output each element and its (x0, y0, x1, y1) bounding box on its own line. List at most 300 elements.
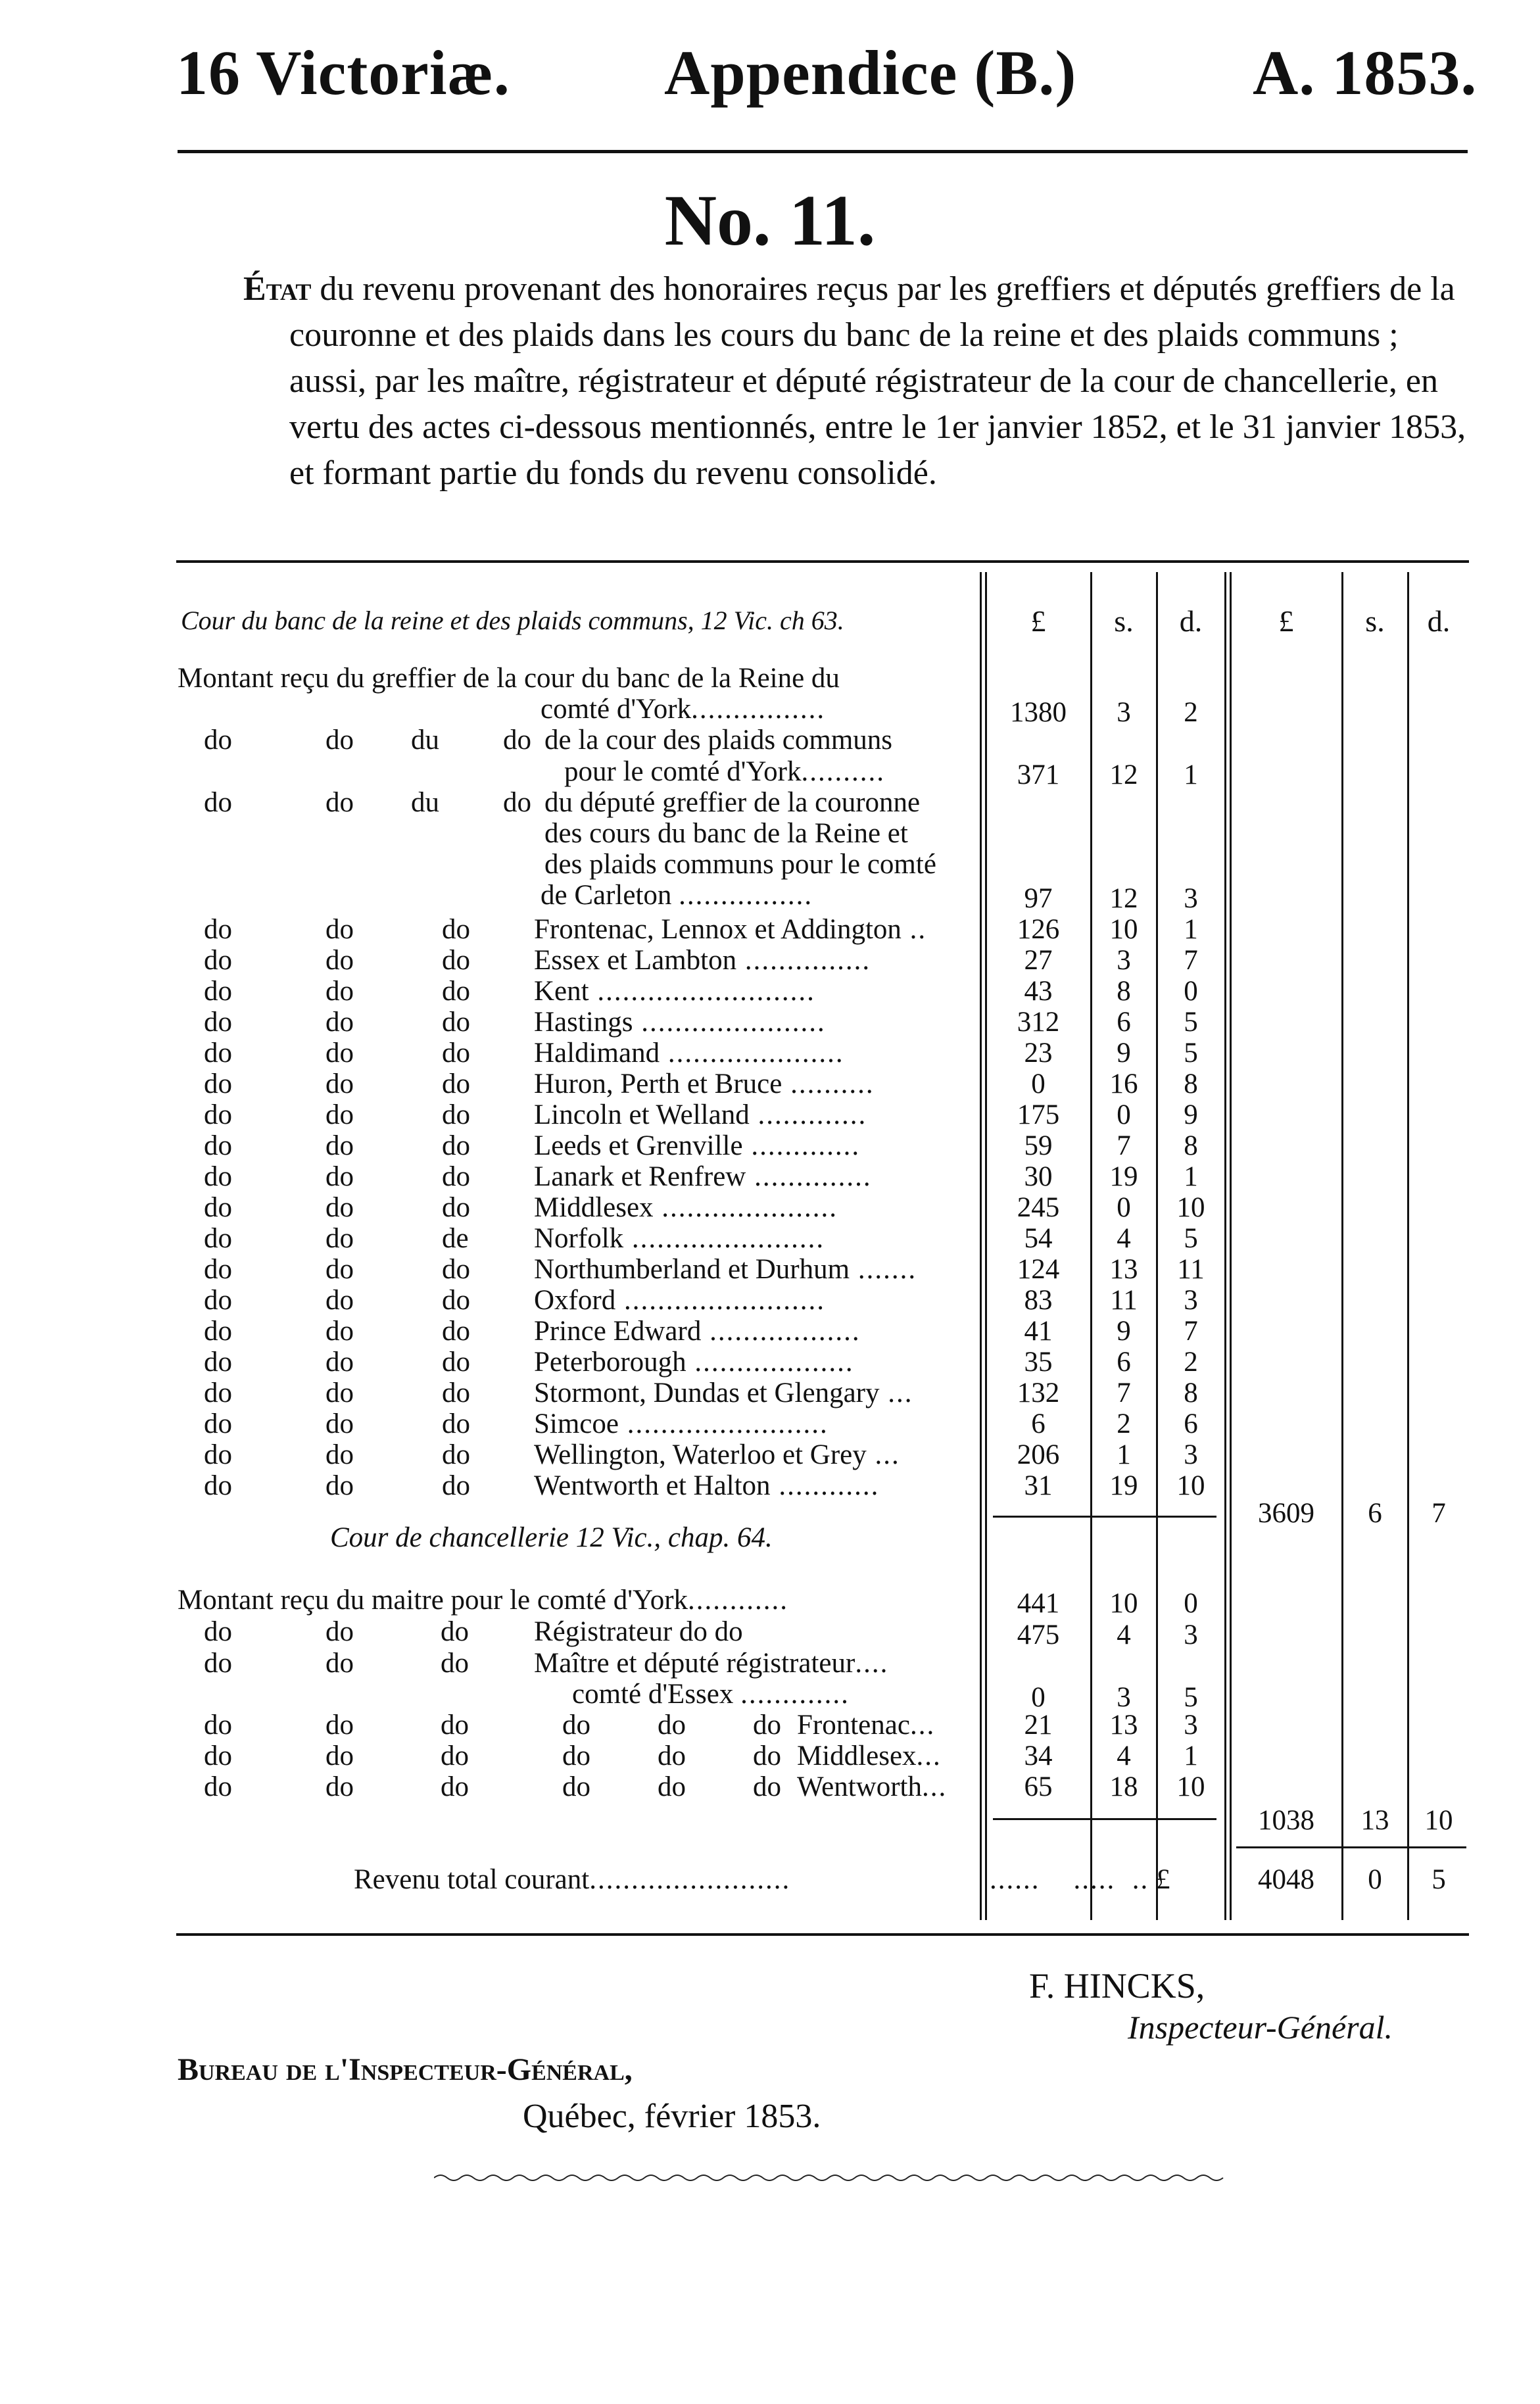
county-pounds: 30 (1024, 1161, 1053, 1192)
chancery-ditto-2: do (325, 1771, 354, 1802)
grand-total-shillings: 0 (1368, 1864, 1382, 1895)
county-name-row (534, 1408, 829, 1439)
section1-heading: Cour du banc de la reine et des plaids communs, 12 Vic. ch 63. (181, 606, 844, 635)
dot-leader: ........................ (618, 1408, 829, 1439)
col-header-pence-2: d. (1427, 604, 1451, 638)
chancery-ditto-2: do (325, 1710, 354, 1741)
entry3-line1: du député greffier de la couronne (544, 787, 921, 818)
entry2-name: pour le comté d'York (564, 756, 802, 787)
chancery-essex-line1: Maître et député régistrateur.... (534, 1648, 889, 1679)
county-ditto-1: do (204, 1223, 232, 1254)
county-ditto-3: do (442, 1254, 470, 1285)
county-ditto-2: do (325, 914, 354, 945)
entry3-name: de Carleton (541, 880, 672, 911)
dot-leader: ..................... (660, 1038, 844, 1069)
county-pence: 8 (1184, 1130, 1198, 1161)
county-ditto-2: do (325, 1192, 354, 1223)
county-pounds: 35 (1024, 1347, 1053, 1378)
county-name-row (534, 1470, 879, 1501)
county-shillings: 0 (1117, 1099, 1131, 1130)
county-shillings: 2 (1117, 1408, 1131, 1439)
county-name: Kent (534, 976, 589, 1007)
county-ditto-3: do (442, 1285, 470, 1316)
county-ditto-2: do (325, 1408, 354, 1439)
county-ditto-3: do (442, 976, 470, 1007)
chancery-county-name: Middlesex (797, 1741, 917, 1771)
county-ditto-3: do (442, 1069, 470, 1099)
dot-leader: ................... (686, 1347, 854, 1378)
dot-leader: .......................... (589, 976, 815, 1007)
county-name-row (534, 1378, 913, 1408)
entry3-prefix-1: do (204, 787, 232, 818)
county-pence: 2 (1184, 1347, 1198, 1378)
entry-york-name: comté d'York (541, 694, 692, 725)
chancery-pounds: 21 (1024, 1710, 1053, 1741)
chancery-pounds: 34 (1024, 1741, 1053, 1771)
county-pounds: 59 (1024, 1130, 1053, 1161)
county-ditto-3: do (442, 1378, 470, 1408)
section2-total-pence: 10 (1424, 1805, 1453, 1836)
dot-leader: ... (922, 1771, 948, 1802)
dot-leader: ... (866, 1439, 900, 1470)
county-shillings: 13 (1109, 1254, 1138, 1285)
county-pounds: 23 (1024, 1038, 1053, 1069)
county-pence: 8 (1184, 1378, 1198, 1408)
entry3-prefix-3: du (411, 787, 439, 818)
section1-total-pence: 7 (1432, 1498, 1446, 1529)
entry-york-line1: Montant reçu du greffier de la cour du banc de la Reine du (178, 663, 840, 694)
county-name: Essex et Lambton (534, 945, 737, 976)
county-ditto-1: do (204, 1192, 232, 1223)
county-ditto-1: do (204, 1285, 232, 1316)
chancery-essex-pence: 5 (1184, 1682, 1198, 1713)
county-ditto-2: do (325, 1130, 354, 1161)
entry2-prefix-4: do (503, 725, 531, 756)
col-divider-1 (980, 572, 982, 1920)
dot-leader: ............... (736, 945, 871, 976)
col-divider-6 (1407, 572, 1409, 1920)
county-shillings: 9 (1117, 1316, 1131, 1347)
entry3-prefix-4: do (503, 787, 531, 818)
county-ditto-2: do (325, 976, 354, 1007)
chancery-shillings: 4 (1117, 1741, 1131, 1771)
county-ditto-1: do (204, 1130, 232, 1161)
chancery-county-name: Wentworth (797, 1771, 922, 1802)
grand-total-row: Revenu total courant........................ (354, 1864, 791, 1895)
county-name: Leeds et Grenville (534, 1130, 743, 1161)
section1-total-shillings: 6 (1368, 1498, 1382, 1529)
intro-paragraph (243, 266, 1466, 496)
county-name-row (534, 914, 926, 945)
county-ditto-3: do (442, 1099, 470, 1130)
county-ditto-2: do (325, 1254, 354, 1285)
county-shillings: 3 (1117, 945, 1131, 976)
county-shillings: 19 (1109, 1161, 1138, 1192)
chancery-shillings: 18 (1109, 1771, 1138, 1802)
dot-leader: .............. (746, 1161, 872, 1192)
grand-total-pence: 5 (1432, 1864, 1446, 1895)
county-pence: 7 (1184, 945, 1198, 976)
chancery-ditto-5: do (658, 1710, 686, 1741)
county-ditto-3: do (442, 1161, 470, 1192)
county-ditto-1: do (204, 1347, 232, 1378)
intro-lead: État (243, 270, 312, 308)
chancery-reg-shillings: 4 (1117, 1620, 1131, 1650)
county-ditto-3: do (442, 1439, 470, 1470)
county-ditto-3: do (442, 1316, 470, 1347)
entry3-line3: des plaids communs pour le comté (544, 849, 936, 880)
county-name-row (534, 1192, 838, 1223)
entry-york-shillings: 3 (1117, 697, 1131, 728)
county-ditto-2: do (325, 1069, 354, 1099)
col-divider-5 (1341, 572, 1343, 1920)
county-ditto-2: do (325, 1285, 354, 1316)
county-pounds: 312 (1017, 1007, 1060, 1038)
dot-leader: ............. (749, 1099, 867, 1130)
chancery-ditto-3: do (441, 1710, 469, 1741)
chancery-reg-pence: 3 (1184, 1620, 1198, 1650)
entry2-pence: 1 (1184, 759, 1198, 790)
dot-leader: .. (901, 914, 927, 945)
chancery-pence: 10 (1176, 1771, 1205, 1802)
chancery-york-pounds: 441 (1017, 1588, 1060, 1619)
entry-york-pence: 2 (1184, 697, 1198, 728)
county-ditto-3: do (442, 945, 470, 976)
county-pence: 7 (1184, 1316, 1198, 1347)
county-shillings: 7 (1117, 1378, 1131, 1408)
county-ditto-1: do (204, 976, 232, 1007)
county-name-row (534, 1099, 867, 1130)
header-rule (178, 150, 1468, 153)
county-name: Peterborough (534, 1347, 686, 1378)
chancery-essex-prefix-1: do (204, 1648, 232, 1679)
dot-leader: ... (916, 1741, 942, 1771)
county-name: Huron, Perth et Bruce (534, 1069, 782, 1099)
county-pounds: 41 (1024, 1316, 1053, 1347)
chancery-county-row (797, 1771, 947, 1802)
county-name-row (534, 976, 815, 1007)
county-name: Norfolk (534, 1223, 624, 1254)
dot-leader: .................. (701, 1316, 861, 1347)
session-label: 16 Victoriæ. (176, 37, 510, 108)
county-pence: 9 (1184, 1099, 1198, 1130)
county-pounds: 206 (1017, 1439, 1060, 1470)
col-header-pounds-1: £ (1030, 604, 1046, 638)
entry3-pounds: 97 (1024, 883, 1053, 914)
chancery-pence: 3 (1184, 1710, 1198, 1741)
county-pence: 10 (1176, 1192, 1205, 1223)
decorative-wavy-rule (434, 2170, 1236, 2186)
county-ditto-1: do (204, 1038, 232, 1069)
signature-name: F. HINCKS, (1029, 1966, 1205, 2006)
chancery-essex-shillings: 3 (1117, 1682, 1131, 1713)
grand-total-currency: £ (1156, 1864, 1170, 1895)
entry2-line1: de la cour des plaids communs (544, 725, 893, 756)
county-pence: 11 (1177, 1254, 1205, 1285)
county-ditto-1: do (204, 1470, 232, 1501)
chancery-ditto-3: do (441, 1771, 469, 1802)
county-ditto-2: do (325, 1223, 354, 1254)
county-pounds: 31 (1024, 1470, 1053, 1501)
county-name: Lincoln et Welland (534, 1099, 750, 1130)
chancery-essex-prefix-3: do (441, 1648, 469, 1679)
county-name: Northumberland et Durhum (534, 1254, 850, 1285)
dot-leader: .......... (782, 1069, 875, 1099)
entry2-line2: pour le comté d'York.......... (564, 756, 885, 787)
chancery-county-row (797, 1741, 942, 1771)
chancery-essex-title: Maître et député régistrateur (534, 1648, 855, 1679)
chancery-ditto-5: do (658, 1771, 686, 1802)
document-number: No. 11. (664, 180, 876, 260)
county-shillings: 7 (1117, 1130, 1131, 1161)
county-ditto-3: do (442, 1408, 470, 1439)
col-header-shillings-2: s. (1365, 604, 1385, 638)
col-divider-4b (1230, 572, 1232, 1920)
county-ditto-1: do (204, 1161, 232, 1192)
dot-leader: ...................... (633, 1007, 826, 1038)
entry2-shillings: 12 (1109, 759, 1138, 790)
county-pounds: 43 (1024, 976, 1053, 1007)
county-shillings: 11 (1110, 1285, 1138, 1316)
county-shillings: 16 (1109, 1069, 1138, 1099)
county-pounds: 175 (1017, 1099, 1060, 1130)
chancery-pence: 1 (1184, 1741, 1198, 1771)
county-ditto-3: do (442, 1347, 470, 1378)
entry2-prefix-2: do (325, 725, 354, 756)
county-ditto-2: do (325, 1099, 354, 1130)
county-name-row (534, 945, 871, 976)
entry3-line2: des cours du banc de la Reine et (544, 818, 908, 849)
county-ditto-2: do (325, 1007, 354, 1038)
county-ditto-1: do (204, 1254, 232, 1285)
grand-total-rule (1236, 1846, 1466, 1848)
chancery-reg-prefix-2: do (325, 1616, 354, 1647)
county-ditto-1: do (204, 1069, 232, 1099)
county-pence: 8 (1184, 1069, 1198, 1099)
county-ditto-1: do (204, 1099, 232, 1130)
county-name: Oxford (534, 1285, 616, 1316)
chancery-ditto-6: do (753, 1741, 781, 1771)
entry3-shillings: 12 (1109, 883, 1138, 914)
chancery-york-shillings: 10 (1109, 1588, 1138, 1619)
year-label: A. 1853. (1253, 37, 1478, 108)
county-ditto-2: do (325, 1038, 354, 1069)
subtotal-rule-2 (993, 1818, 1216, 1820)
chancery-ditto-4: do (562, 1741, 590, 1771)
county-name: Hastings (534, 1007, 633, 1038)
chancery-essex-prefix-2: do (325, 1648, 354, 1679)
county-ditto-3: do (442, 914, 470, 945)
county-pounds: 83 (1024, 1285, 1053, 1316)
county-name: Middlesex (534, 1192, 654, 1223)
county-pence: 5 (1184, 1007, 1198, 1038)
entry2-pounds: 371 (1017, 759, 1060, 790)
county-name: Haldimand (534, 1038, 660, 1069)
county-pence: 0 (1184, 976, 1198, 1007)
county-shillings: 0 (1117, 1192, 1131, 1223)
section2-total-shillings: 13 (1360, 1805, 1389, 1836)
county-ditto-3: de (442, 1223, 469, 1254)
section2-heading: Cour de chancellerie 12 Vic., chap. 64. (330, 1522, 773, 1553)
chancery-reg-text: Régistrateur do do (534, 1616, 743, 1647)
chancery-essex-pounds: 0 (1031, 1682, 1046, 1713)
county-pence: 3 (1184, 1285, 1198, 1316)
county-ditto-1: do (204, 1378, 232, 1408)
dot-leader: ....... (850, 1254, 917, 1285)
appendix-label: Appendice (B.) (664, 37, 1077, 108)
chancery-county-row (797, 1710, 935, 1741)
county-name: Simcoe (534, 1408, 619, 1439)
county-pounds: 0 (1031, 1069, 1046, 1099)
county-name: Wentworth et Halton (534, 1470, 771, 1501)
dot-leader: ....................... (623, 1223, 825, 1254)
county-shillings: 1 (1117, 1439, 1131, 1470)
entry3-prefix-2: do (325, 787, 354, 818)
county-pounds: 124 (1017, 1254, 1060, 1285)
chancery-ditto-5: do (658, 1741, 686, 1771)
county-name-row (534, 1007, 826, 1038)
col-header-pounds-2: £ (1278, 604, 1294, 638)
entry2-prefix-1: do (204, 725, 232, 756)
col-header-shillings-1: s. (1114, 604, 1134, 638)
county-pence: 1 (1184, 1161, 1198, 1192)
grand-total-label: Revenu total courant (354, 1864, 590, 1895)
county-pence: 6 (1184, 1408, 1198, 1439)
county-pence: 5 (1184, 1038, 1198, 1069)
county-ditto-1: do (204, 945, 232, 976)
chancery-york-row: Montant reçu du maitre pour le comté d'York............ (178, 1585, 789, 1616)
dot-leader: ............ (770, 1470, 880, 1501)
county-pounds: 245 (1017, 1192, 1060, 1223)
county-name-row (534, 1069, 875, 1099)
county-name-row (534, 1254, 917, 1285)
chancery-reg-prefix-3: do (441, 1616, 469, 1647)
county-name: Stormont, Dundas et Glengary (534, 1378, 880, 1408)
county-name-row (534, 1439, 900, 1470)
chancery-ditto-1: do (204, 1741, 232, 1771)
chancery-essex-line2: comté d'Essex ............. (572, 1679, 850, 1710)
table-top-rule (176, 560, 1469, 563)
county-ditto-1: do (204, 914, 232, 945)
county-pence: 5 (1184, 1223, 1198, 1254)
chancery-ditto-6: do (753, 1771, 781, 1802)
chancery-york-pence: 0 (1184, 1588, 1198, 1619)
county-ditto-2: do (325, 1347, 354, 1378)
county-ditto-2: do (325, 1316, 354, 1347)
county-name-row (534, 1038, 844, 1069)
county-pence: 3 (1184, 1439, 1198, 1470)
county-name: Lanark et Renfrew (534, 1161, 746, 1192)
county-pounds: 132 (1017, 1378, 1060, 1408)
county-name: Frontenac, Lennox et Addington (534, 914, 902, 945)
county-ditto-1: do (204, 1316, 232, 1347)
chancery-ditto-2: do (325, 1741, 354, 1771)
county-shillings: 4 (1117, 1223, 1131, 1254)
county-pence: 10 (1176, 1470, 1205, 1501)
section2-total-pounds: 1038 (1258, 1805, 1314, 1836)
county-name: Prince Edward (534, 1316, 702, 1347)
office-line1: Bureau de l'Inspecteur-Général, (178, 2052, 633, 2087)
col-divider-4 (1224, 572, 1226, 1920)
county-ditto-2: do (325, 1439, 354, 1470)
entry-york-line2: comté d'York................ (541, 694, 826, 725)
chancery-ditto-1: do (204, 1710, 232, 1741)
table-bottom-rule (176, 1933, 1469, 1936)
dot-leader: ............. (742, 1130, 861, 1161)
chancery-pounds: 65 (1024, 1771, 1053, 1802)
county-shillings: 19 (1109, 1470, 1138, 1501)
county-ditto-1: do (204, 1439, 232, 1470)
chancery-ditto-6: do (753, 1710, 781, 1741)
chancery-ditto-4: do (562, 1710, 590, 1741)
intro-text: du revenu provenant des honoraires reçus par les greffiers et députés greffiers de la couronne et des plaids dans les cours du banc de la reine et des plaids communs ; aussi, par les maître, régistrateur et député régistrateur de la cour de chancellerie, en vertu des actes ci-dessous mentionnés, entre le 1er janvier 1852, et le 31 janvier 1853, et formant partie du fonds du revenu consolidé. (289, 270, 1466, 492)
county-name-row (534, 1347, 854, 1378)
county-ditto-1: do (204, 1007, 232, 1038)
county-shillings: 8 (1117, 976, 1131, 1007)
county-shillings: 10 (1109, 914, 1138, 945)
county-ditto-2: do (325, 1470, 354, 1501)
grand-total-pounds: 4048 (1258, 1864, 1314, 1895)
chancery-reg-pounds: 475 (1017, 1620, 1060, 1650)
entry-york-pounds: 1380 (1010, 697, 1067, 728)
county-ditto-3: do (442, 1130, 470, 1161)
entry2-prefix-3: du (411, 725, 439, 756)
county-ditto-2: do (325, 945, 354, 976)
dot-leader: ........................ (615, 1285, 825, 1316)
county-name-row (534, 1130, 860, 1161)
chancery-ditto-3: do (441, 1741, 469, 1771)
county-name-row (534, 1316, 861, 1347)
chancery-shillings: 13 (1109, 1710, 1138, 1741)
county-pounds: 27 (1024, 945, 1053, 976)
chancery-essex-name: comté d'Essex (572, 1679, 734, 1710)
dot-leader: ... (909, 1710, 936, 1741)
chancery-ditto-1: do (204, 1771, 232, 1802)
grand-total-leader: ...... ..... .. £ (990, 1864, 1170, 1895)
chancery-york-text: Montant reçu du maitre pour le comté d'York (178, 1585, 688, 1616)
county-ditto-3: do (442, 1038, 470, 1069)
dot-leader: ..................... (653, 1192, 838, 1223)
chancery-county-name: Frontenac (797, 1710, 910, 1741)
col-header-pence-1: d. (1179, 604, 1203, 638)
county-pounds: 6 (1031, 1408, 1046, 1439)
subtotal-rule-1 (993, 1516, 1216, 1518)
section1-total-pounds: 3609 (1258, 1498, 1314, 1529)
signature-title: Inspecteur-Général. (1128, 2009, 1393, 2046)
office-line2: Québec, février 1853. (523, 2098, 821, 2135)
county-ditto-2: do (325, 1378, 354, 1408)
county-pence: 1 (1184, 914, 1198, 945)
chancery-ditto-4: do (562, 1771, 590, 1802)
county-shillings: 6 (1117, 1347, 1131, 1378)
dot-leader: ... (879, 1378, 913, 1408)
county-pounds: 126 (1017, 914, 1060, 945)
county-ditto-3: do (442, 1470, 470, 1501)
county-name-row (534, 1285, 825, 1316)
county-name-row (534, 1223, 825, 1254)
chancery-reg-prefix-1: do (204, 1616, 232, 1647)
county-name: Wellington, Waterloo et Grey (534, 1439, 867, 1470)
county-name-row (534, 1161, 872, 1192)
county-shillings: 9 (1117, 1038, 1131, 1069)
entry3-line4: de Carleton ................ (541, 880, 813, 911)
entry3-pence: 3 (1184, 883, 1198, 914)
county-ditto-1: do (204, 1408, 232, 1439)
county-ditto-2: do (325, 1161, 354, 1192)
county-ditto-3: do (442, 1007, 470, 1038)
county-shillings: 6 (1117, 1007, 1131, 1038)
county-pounds: 54 (1024, 1223, 1053, 1254)
